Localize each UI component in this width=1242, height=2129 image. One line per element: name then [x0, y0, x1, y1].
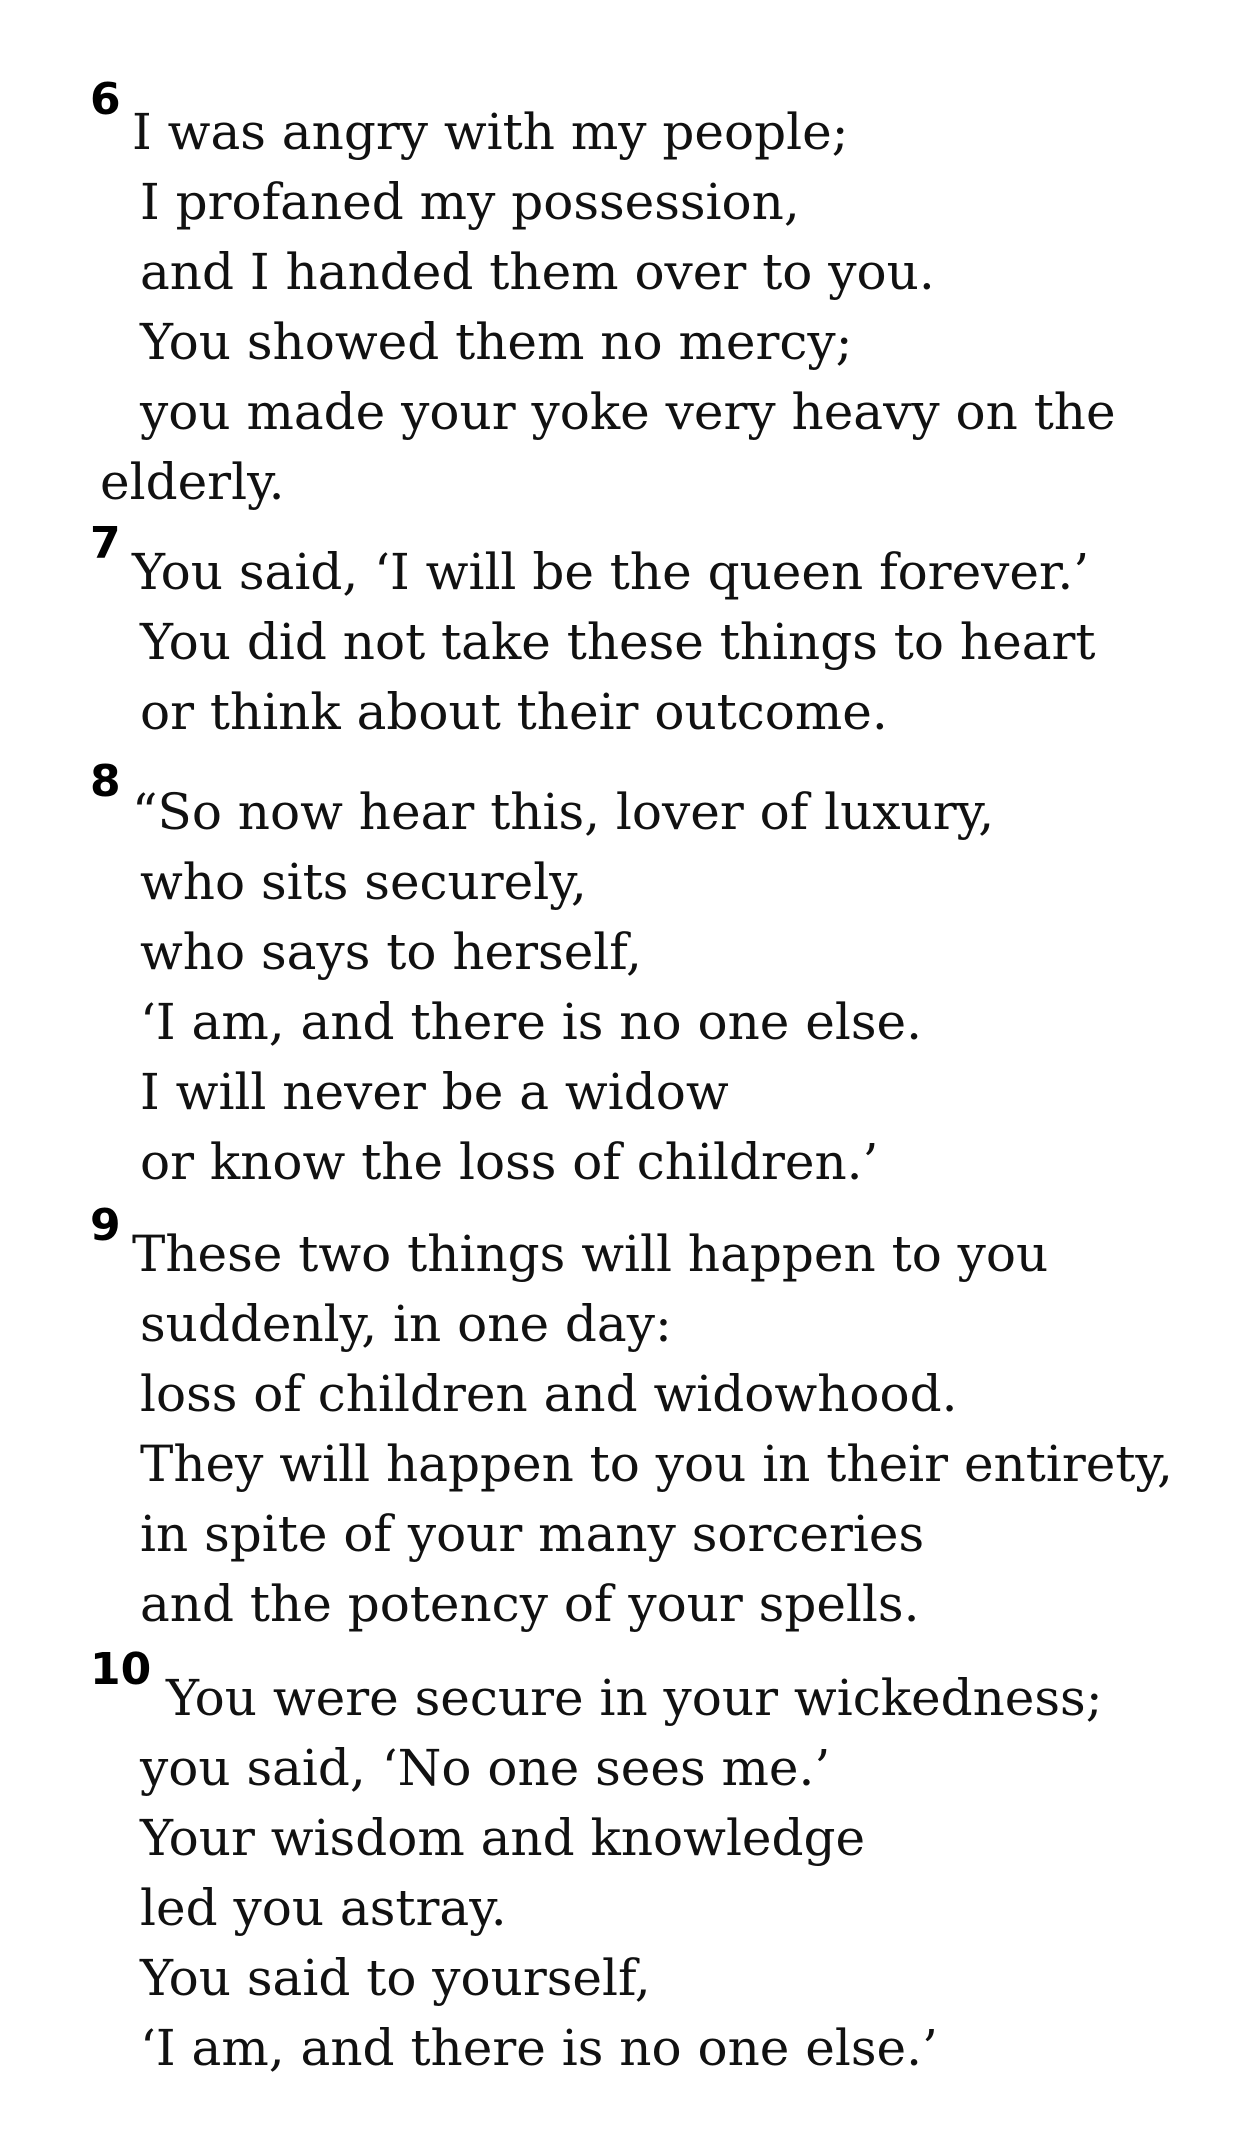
verse-line: ‘I am, and there is no one else.	[140, 993, 922, 1051]
verse-line: Your wisdom and knowledge	[140, 1809, 866, 1867]
verse-line: They will happen to you in their entirety,	[140, 1435, 1173, 1493]
verse-line: You said, ‘I will be the queen forever.’	[132, 543, 1090, 601]
verse-line: “So now hear this, lover of luxury,	[132, 783, 995, 841]
verse-line: suddenly, in one day:	[140, 1295, 672, 1353]
verse-line: or know the loss of children.’	[140, 1133, 879, 1191]
verse-line: You said to yourself,	[140, 1949, 651, 2007]
verse-line: You showed them no mercy;	[140, 313, 853, 371]
verse-line: loss of children and widowhood.	[140, 1365, 958, 1423]
verse-line: who says to herself,	[140, 923, 642, 981]
verse-line: and I handed them over to you.	[140, 243, 935, 301]
verse-line: ‘I am, and there is no one else.’	[140, 2019, 938, 2077]
verse-line: you said, ‘No one sees me.’	[140, 1739, 831, 1797]
verse-line: You did not take these things to heart	[140, 613, 1096, 671]
verse-number: 9	[90, 1200, 121, 1251]
verse-line: or think about their outcome.	[140, 683, 888, 741]
verse-line: in spite of your many sorceries	[140, 1505, 925, 1563]
verse-number: 10	[90, 1644, 152, 1695]
verse-line: and the potency of your spells.	[140, 1575, 920, 1633]
verse-line: These two things will happen to you	[132, 1225, 1049, 1283]
verse-line: elderly.	[100, 453, 285, 511]
verse-line: who sits securely,	[140, 853, 587, 911]
verse-number: 6	[90, 74, 121, 125]
verse-line: led you astray.	[140, 1879, 507, 1937]
verse-line: you made your yoke very heavy on the	[140, 383, 1116, 441]
verse-number: 8	[90, 756, 121, 807]
verse-line: You were secure in your wickedness;	[166, 1669, 1103, 1727]
verse-line: I profaned my possession,	[140, 173, 800, 231]
verse-line: I will never be a widow	[140, 1063, 729, 1121]
verse-number: 7	[90, 518, 121, 569]
verse-line: I was angry with my people;	[132, 103, 849, 161]
